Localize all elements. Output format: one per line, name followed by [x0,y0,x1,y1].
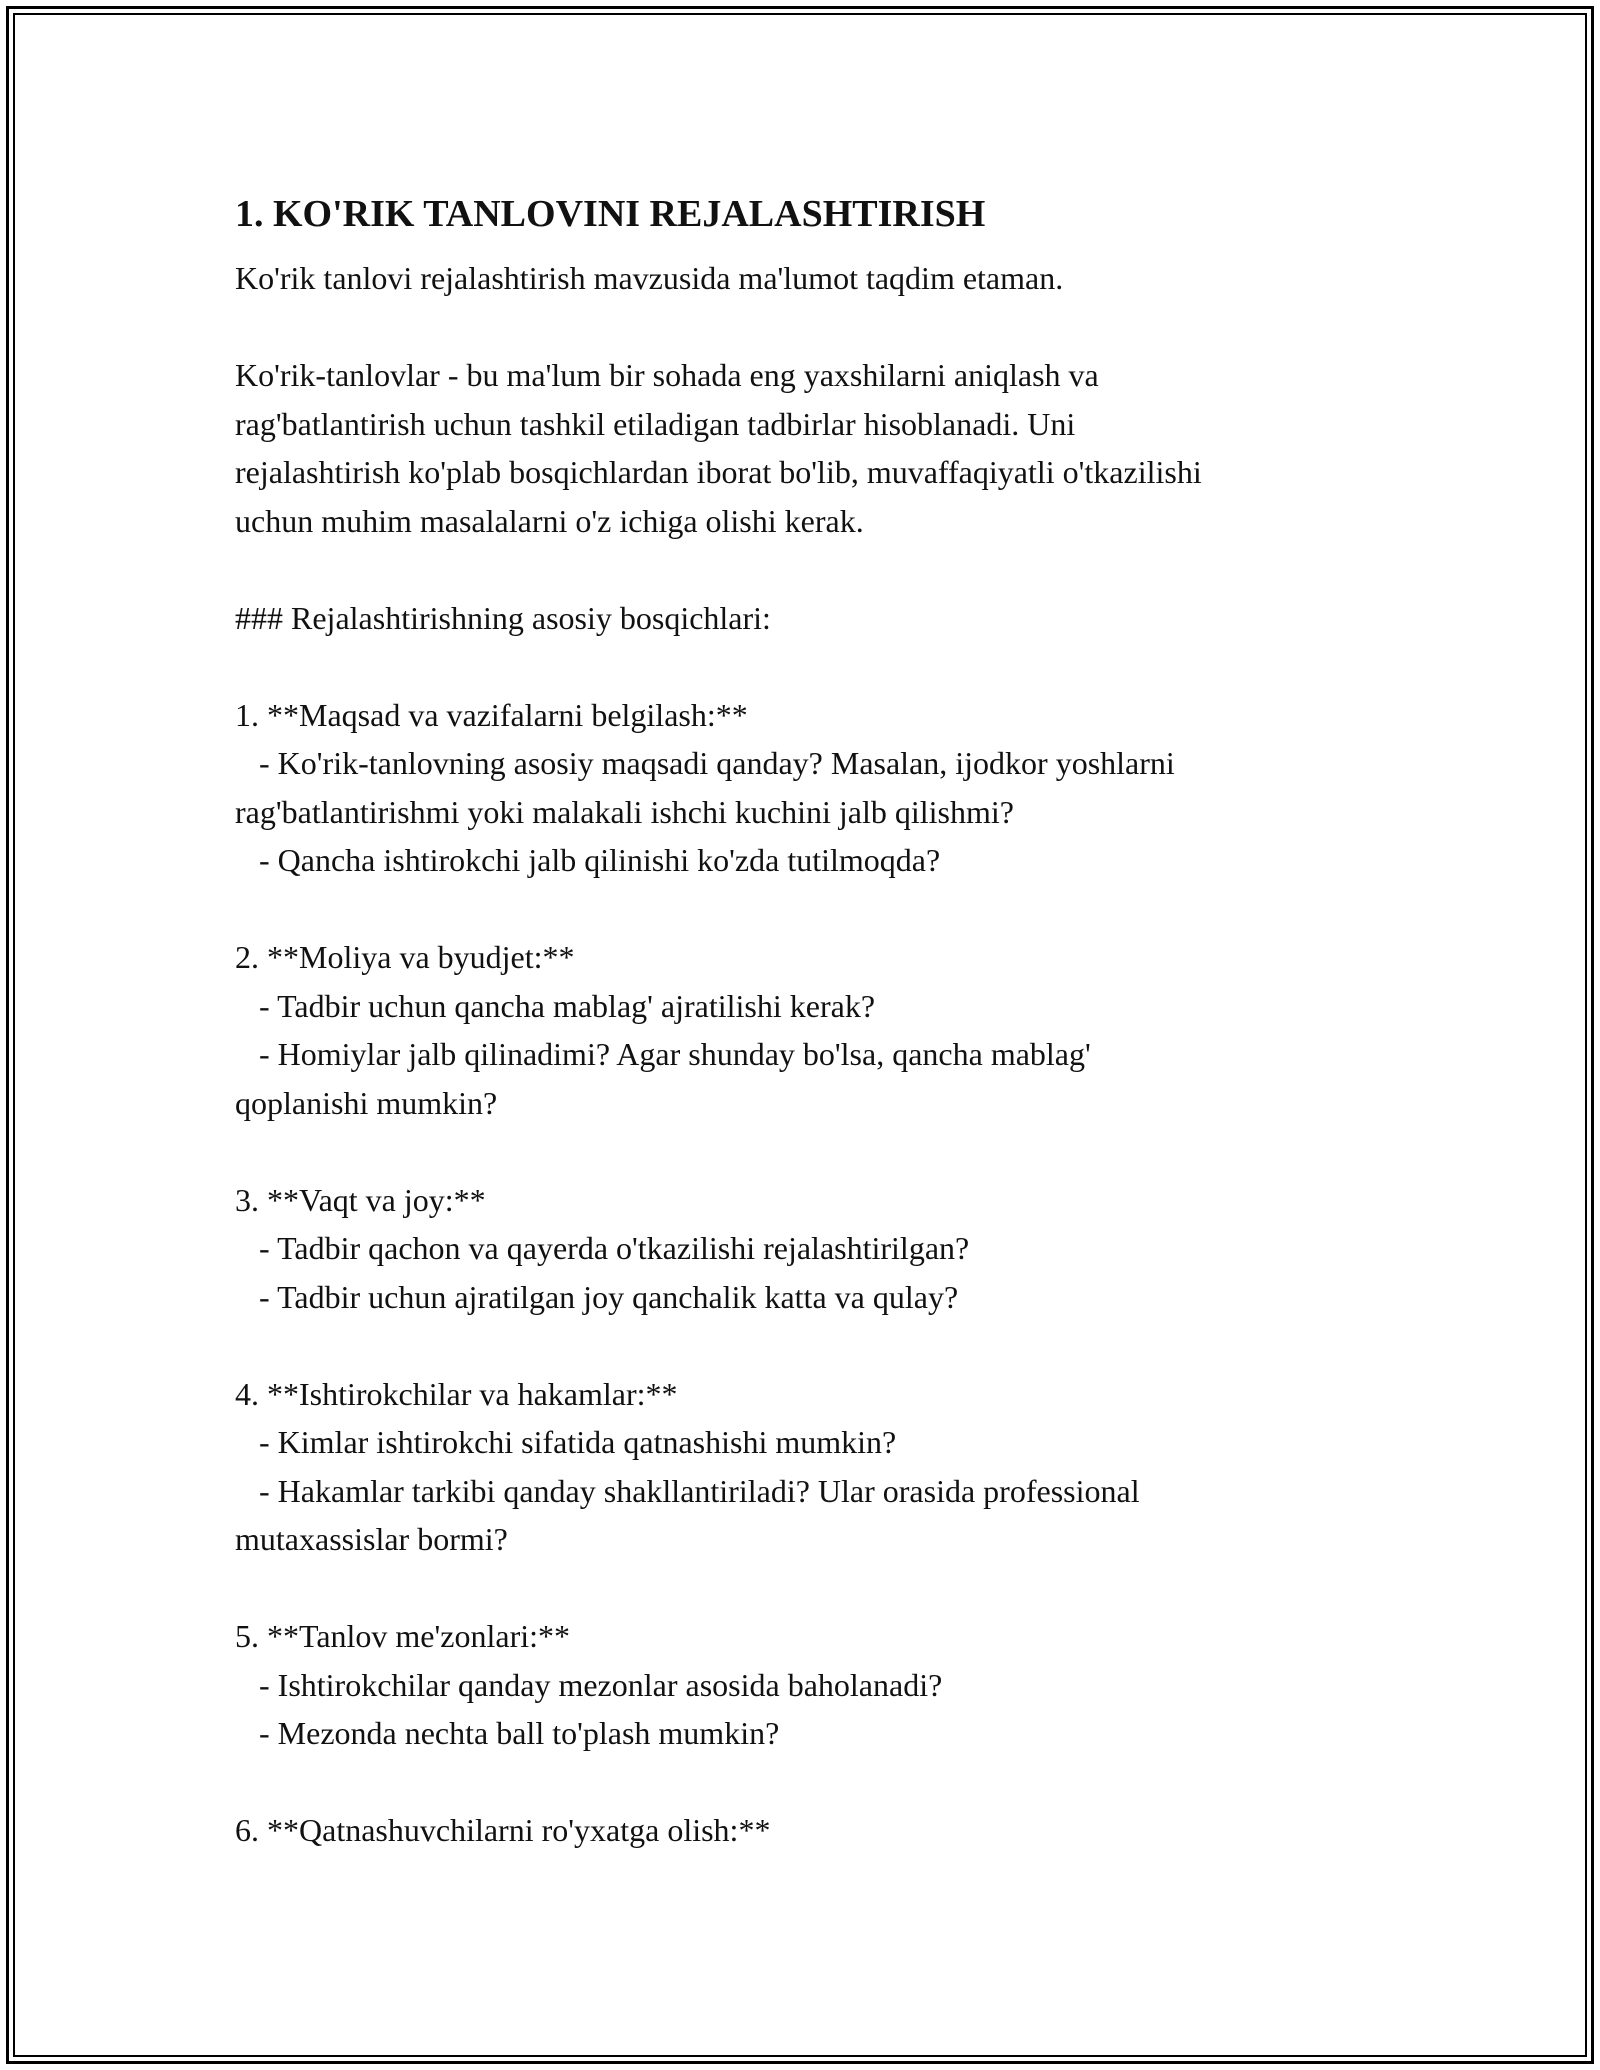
step-1 [235,691,1365,885]
step-line: - Mezonda nechta ball to'plash mumkin? [235,1715,780,1751]
step-2 [235,933,1365,1127]
step-3 [235,1176,1365,1322]
step-line: - Tadbir qachon va qayerda o'tkazilishi rejalashtirilgan? [235,1230,970,1266]
step-heading: 2. **Moliya va byudjet:** [235,939,575,975]
document-title: 1. KO'RIK TANLOVINI REJALASHTIRISH [235,193,986,235]
document-body [235,188,1365,1855]
paragraph-line: rejalashtirish ko'plab bosqichlardan iborat bo'lib, muvaffaqiyatli o'tkazilishi [235,454,1202,490]
step-line: qoplanishi mumkin? [235,1084,498,1121]
step-heading: 5. **Tanlov me'zonlari:** [235,1618,570,1654]
step-line: - Homiylar jalb qilinadimi? Agar shunday bo'lsa, qancha mablag' [235,1036,1091,1072]
intro-paragraph [235,351,1365,545]
step-line: - Tadbir uchun ajratilgan joy qanchalik katta va qulay? [235,1278,959,1315]
step-line: - Ishtirokchilar qanday mezonlar asosida baholanadi? [235,1666,943,1703]
step-heading: 3. **Vaqt va joy:** [235,1181,486,1218]
step-heading: 4. **Ishtirokchilar va hakamlar:** [235,1375,678,1412]
step-line: - Hakamlar tarkibi qanday shakllantiriladi? Ular orasida professional [235,1472,1140,1509]
step-5 [235,1612,1365,1758]
blank-line [235,1564,1365,1613]
paragraph-line: Ko'rik-tanlovlar - bu ma'lum bir sohada eng yaxshilarni aniqlash va [235,357,1099,393]
intro-line: Ko'rik tanlovi rejalashtirish mavzusida ma'lumot taqdim etaman. [235,260,1064,296]
blank-line [235,303,1365,352]
step-heading: 6. **Qatnashuvchilarni ro'yxatga olish:** [235,1812,771,1848]
section-heading: ### Rejalashtirishning asosiy bosqichlari: [235,599,771,636]
step-line: - Qancha ishtirokchi jalb qilinishi ko'zda tutilmoqda? [235,842,941,878]
step-line: - Ko'rik-tanlovning asosiy maqsadi qanday? Masalan, ijodkor yoshlarni [235,745,1175,781]
paragraph-line: uchun muhim masalalarni o'z ichiga olishi kerak. [235,502,864,539]
blank-line [235,1321,1365,1370]
step-line: - Tadbir uchun qancha mablag' ajratilishi kerak? [235,987,876,1024]
paragraph-line: rag'batlantirish uchun tashkil etiladigan tadbirlar hisoblanadi. Uni [235,405,1076,442]
blank-line [235,642,1365,691]
step-4 [235,1370,1365,1564]
step-6 [235,1806,1365,1855]
step-line: rag'batlantirishmi yoki malakali ishchi kuchini jalb qilishmi? [235,793,1014,830]
blank-line [235,885,1365,934]
step-line: mutaxassislar bormi? [235,1521,508,1557]
step-line: - Kimlar ishtirokchi sifatida qatnashishi mumkin? [235,1424,897,1460]
blank-line [235,1127,1365,1176]
step-heading: 1. **Maqsad va vazifalarni belgilash:** [235,696,748,733]
blank-line [235,545,1365,594]
blank-line [235,1758,1365,1807]
